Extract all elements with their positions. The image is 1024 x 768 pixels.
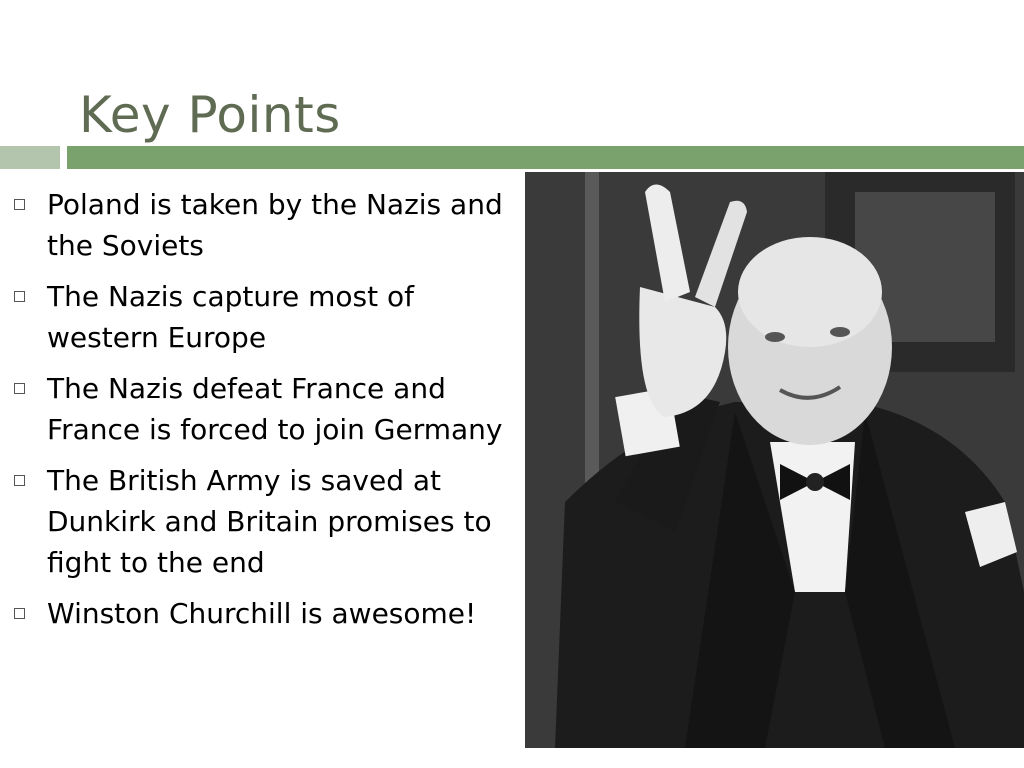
bullet-list	[0, 184, 505, 644]
churchill-photo	[525, 172, 1024, 748]
bullet-item	[0, 593, 505, 634]
square-bullet-icon	[14, 475, 25, 486]
bullet-text: Winston Churchill is awesome!	[47, 597, 477, 630]
decorative-band-left	[0, 146, 60, 169]
square-bullet-icon	[14, 199, 25, 210]
square-bullet-icon	[14, 291, 25, 302]
churchill-photo-illustration	[525, 172, 1024, 748]
slide-title: Key Points	[79, 85, 341, 144]
bullet-item	[0, 460, 505, 583]
bullet-text: Poland is taken by the Nazis and the Soviets	[47, 188, 503, 262]
bullet-item	[0, 368, 505, 450]
bullet-text: The Nazis defeat France and France is forced to join Germany	[47, 372, 503, 446]
bullet-text: The Nazis capture most of western Europe	[47, 280, 414, 354]
square-bullet-icon	[14, 383, 25, 394]
decorative-band-right	[67, 146, 1024, 169]
bullet-item	[0, 276, 505, 358]
bullet-text: The British Army is saved at Dunkirk and Britain promises to fight to the end	[47, 464, 492, 579]
square-bullet-icon	[14, 608, 25, 619]
bullet-item	[0, 184, 505, 266]
